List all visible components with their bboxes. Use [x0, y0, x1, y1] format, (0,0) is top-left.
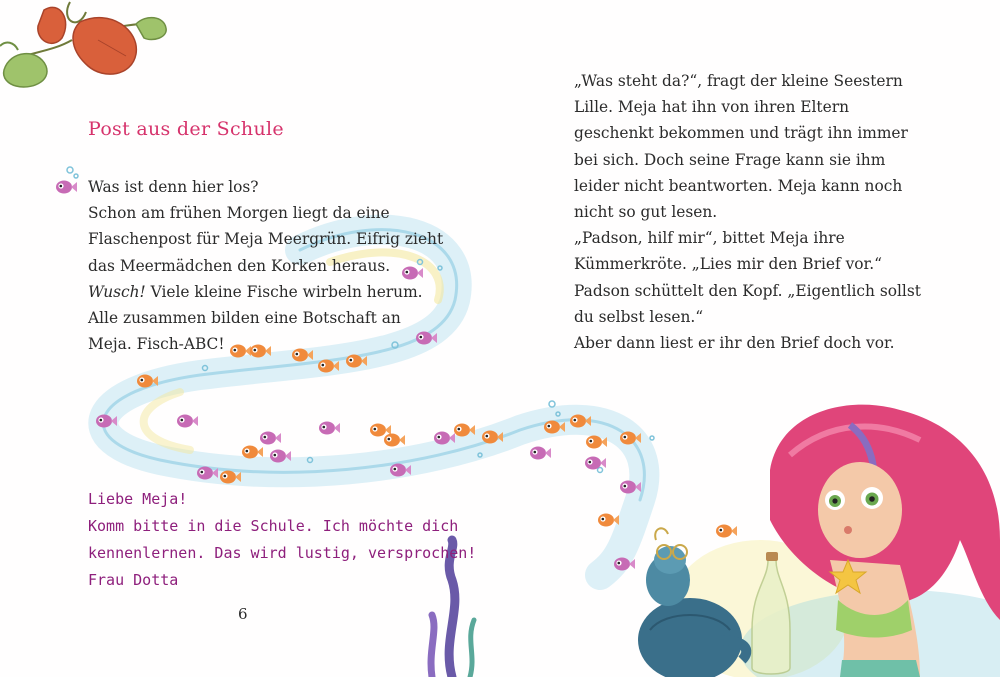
text-line: nicht so gut lesen.	[574, 202, 718, 221]
text-line: bei sich. Doch seine Frage kann sie ihm	[574, 150, 886, 169]
letter-line: Liebe Meja!	[88, 490, 188, 508]
text-line	[88, 279, 443, 305]
letter-line: kennenlernen. Das wird lustig, versprochen!	[88, 544, 477, 562]
fish-letter	[88, 486, 476, 594]
text-line: Kümmerkröte. „Lies mir den Brief vor.“	[574, 255, 882, 274]
text-line: geschenkt bekommen und trägt ihn immer	[574, 124, 908, 143]
text-line: du selbst lesen.“	[574, 307, 704, 326]
text-line: Flaschenpost für Meja Meergrün. Eifrig zieht	[88, 230, 444, 249]
text-fragment: Viele kleine Fische wirbeln herum.	[145, 282, 423, 301]
page-number: 6	[238, 605, 248, 623]
text-line: Aber dann liest er ihr den Brief doch vor.	[574, 333, 895, 352]
text-line: Was ist denn hier los?	[88, 178, 259, 196]
left-paragraph	[88, 174, 443, 357]
text-line: leider nicht beantworten. Meja kann noch	[574, 176, 903, 195]
text-line: Alle zusammen bilden eine Botschaft an	[88, 308, 401, 327]
text-line: Lille. Meja hat ihn von ihren Eltern	[574, 98, 849, 117]
letter-line: Frau Dotta	[88, 571, 179, 589]
right-paragraph	[574, 68, 921, 356]
leaves-icon	[0, 2, 166, 87]
chapter-heading: Post aus der Schule	[88, 118, 284, 140]
emphasis-word: Wusch!	[88, 282, 146, 301]
text-line: das Meermädchen den Korken heraus.	[88, 256, 391, 275]
letter-line: Komm bitte in die Schule. Ich möchte dich	[88, 517, 459, 535]
text-line: „Padson, hilf mir“, bittet Meja ihre	[574, 229, 845, 248]
text-line: „Was steht da?“, fragt der kleine Seestern	[574, 72, 903, 90]
text-line: Schon am frühen Morgen liegt da eine	[88, 204, 390, 223]
text-line: Padson schüttelt den Kopf. „Eigentlich sollst	[574, 281, 921, 300]
text-line: Meja. Fisch-ABC!	[88, 335, 225, 354]
